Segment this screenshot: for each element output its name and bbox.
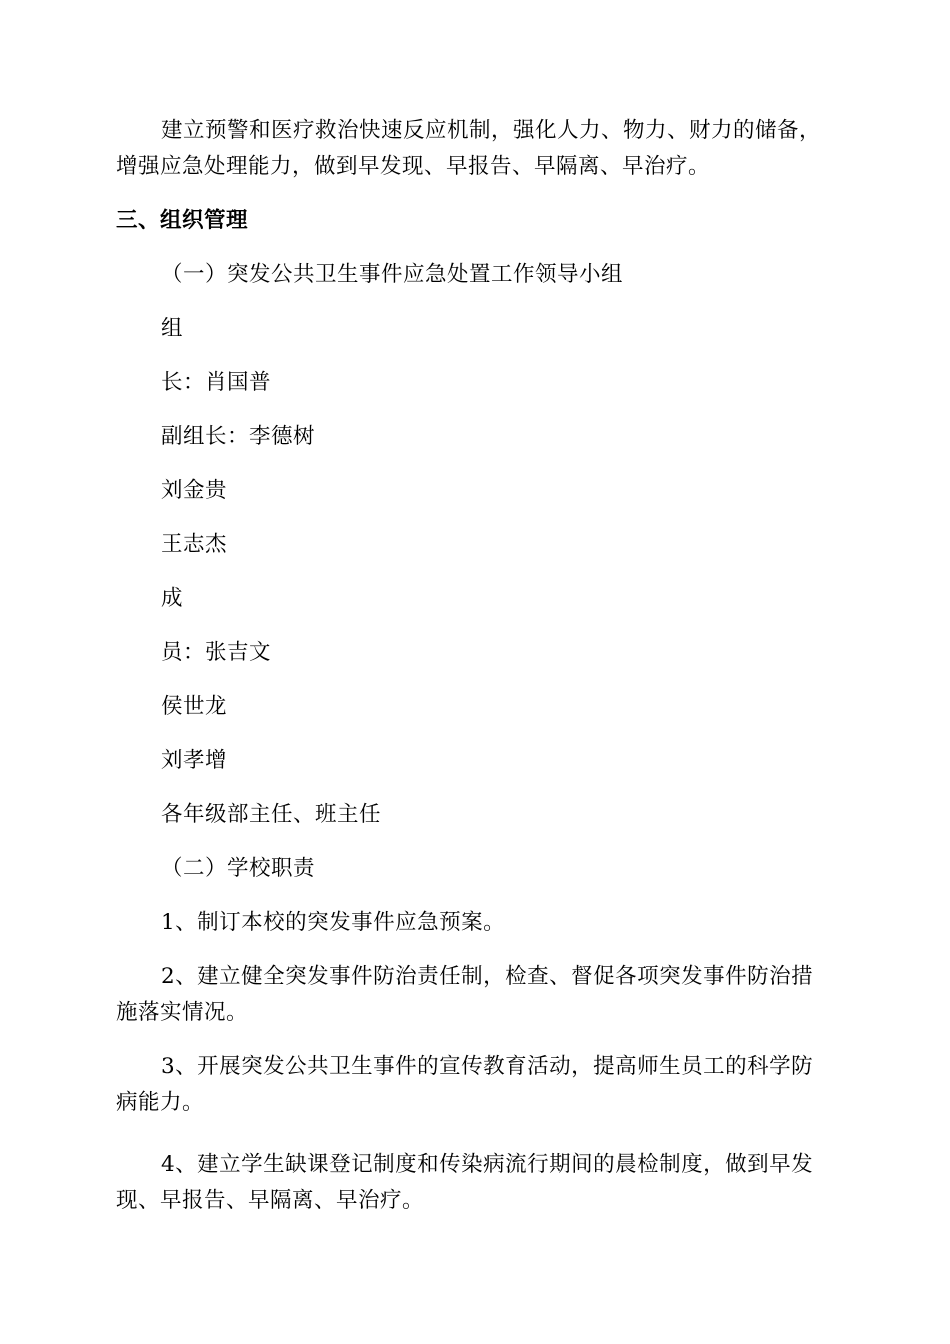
subheading-school-duties: （二）学校职责	[161, 856, 316, 881]
duty-item-4-line-1: 4、建立学生缺课登记制度和传染病流行期间的晨检制度，做到早发	[161, 1152, 814, 1177]
deputy-leader: 副组长：李德树	[161, 424, 316, 449]
group-leader: 长：肖国普	[161, 370, 272, 395]
duty-item-3	[116, 1049, 828, 1121]
duty-item-2-line-2: 施落实情况。	[116, 1000, 249, 1025]
duty-item-3-line-1: 3、开展突发公共卫生事件的宣传教育活动，提高师生员工的科学防	[161, 1054, 814, 1079]
label-cheng: 成	[161, 586, 184, 611]
section-heading-org-management: 三、组织管理	[116, 208, 249, 233]
intro-paragraph	[116, 113, 828, 185]
intro-line-1: 建立预警和医疗救治快速反应机制，强化人力、物力、财力的储备，	[161, 118, 822, 143]
member-3: 刘孝增	[161, 748, 228, 773]
duty-item-2-line-1: 2、建立健全突发事件防治责任制，检查、督促各项突发事件防治措	[161, 964, 814, 989]
duty-item-2	[116, 959, 828, 1031]
subheading-leadership-group: （一）突发公共卫生事件应急处置工作领导小组	[161, 262, 624, 287]
deputy-leader-2: 刘金贵	[161, 478, 228, 503]
label-zu: 组	[161, 316, 184, 341]
duty-item-1: 1、制订本校的突发事件应急预案。	[161, 910, 506, 935]
member-1: 员：张吉文	[161, 640, 272, 665]
duty-item-4	[116, 1147, 828, 1219]
deputy-leader-3: 王志杰	[161, 532, 228, 557]
member-2: 侯世龙	[161, 694, 228, 719]
member-4: 各年级部主任、班主任	[161, 802, 382, 827]
duty-item-4-line-2: 现、早报告、早隔离、早治疗。	[116, 1188, 425, 1213]
duty-item-3-line-2: 病能力。	[116, 1090, 205, 1115]
intro-line-2: 增强应急处理能力，做到早发现、早报告、早隔离、早治疗。	[116, 154, 711, 179]
